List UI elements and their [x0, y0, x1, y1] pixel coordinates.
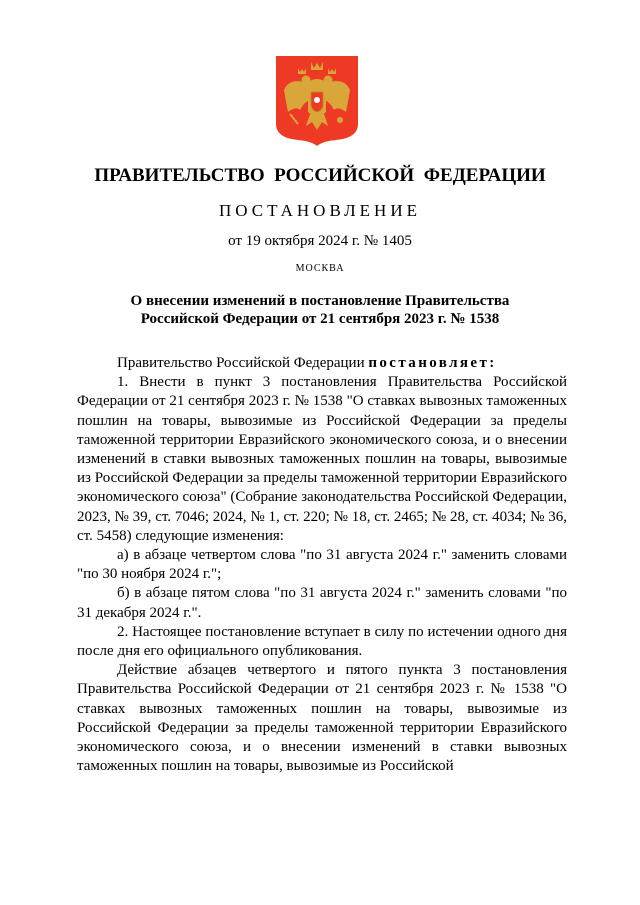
decree-word: постановляет:	[368, 355, 497, 371]
document-type: ПОСТАНОВЛЕНИЕ	[218, 201, 421, 220]
intro-text: Правительство Российской Федерации	[117, 355, 365, 371]
government-title: ПРАВИТЕЛЬСТВО РОССИЙСКОЙ ФЕДЕРАЦИИ	[94, 165, 546, 186]
russian-coat-of-arms-icon	[276, 56, 358, 146]
document-body	[77, 354, 567, 776]
paragraph-1: 1. Внести в пункт 3 постановления Правительства Российской Федерации от 21 сентября 2023 г. № 1538 "О ставках вывозных таможенных пошлин на товары, вывозимые из Российской Федерации за пределы таможенной территории Евразийского экономического союза, и о внесении изменений в ставки вывозных таможенных пошлин на товары, вывозимые из Российской Федерации за пределы таможенной территории Евразийского экономического союза" (Собрание законодательства Российской Федерации, 2023, № 39, ст. 7046; 2024, № 1, ст. 220; № 18, ст. 2465; № 28, ст. 4034; № 36, ст. 5458) следующие изменения:	[77, 374, 567, 544]
subject-line-2: Российской Федерации от 21 сентября 2023 г. № 1538	[140, 311, 500, 327]
paragraph-2: 2. Настоящее постановление вступает в силу по истечении одного дня после дня его официального опубликования.	[77, 623, 567, 660]
paragraph-3: Действие абзацев четвертого и пятого пункта 3 постановления Правительства Российской Федерации от 21 сентября 2023 г. № 1538 "О ставках вывозных таможенных пошлин на товары, вывозимые из Российской Федерации за пределы таможенной территории Евразийского экономического союза, и о внесении изменений в ставки вывозных таможенных пошлин на товары, вывозимые из Российской	[77, 662, 567, 775]
intro-paragraph	[77, 354, 567, 373]
subject-line-1: О внесении изменений в постановление Правительства	[130, 293, 510, 309]
city-name: МОСКВА	[295, 263, 345, 274]
paragraph-1a: а) в абзаце четвертом слова "по 31 августа 2024 г." заменить словами "по 30 ноября 2024 г.";	[77, 547, 567, 583]
document-subject	[0, 292, 640, 328]
paragraph-1b: б) в абзаце пятом слова "по 31 августа 2024 г." заменить словами "по 31 декабря 2024 г.".	[77, 585, 567, 621]
document-date-number: от 19 октября 2024 г. № 1405	[228, 233, 412, 249]
